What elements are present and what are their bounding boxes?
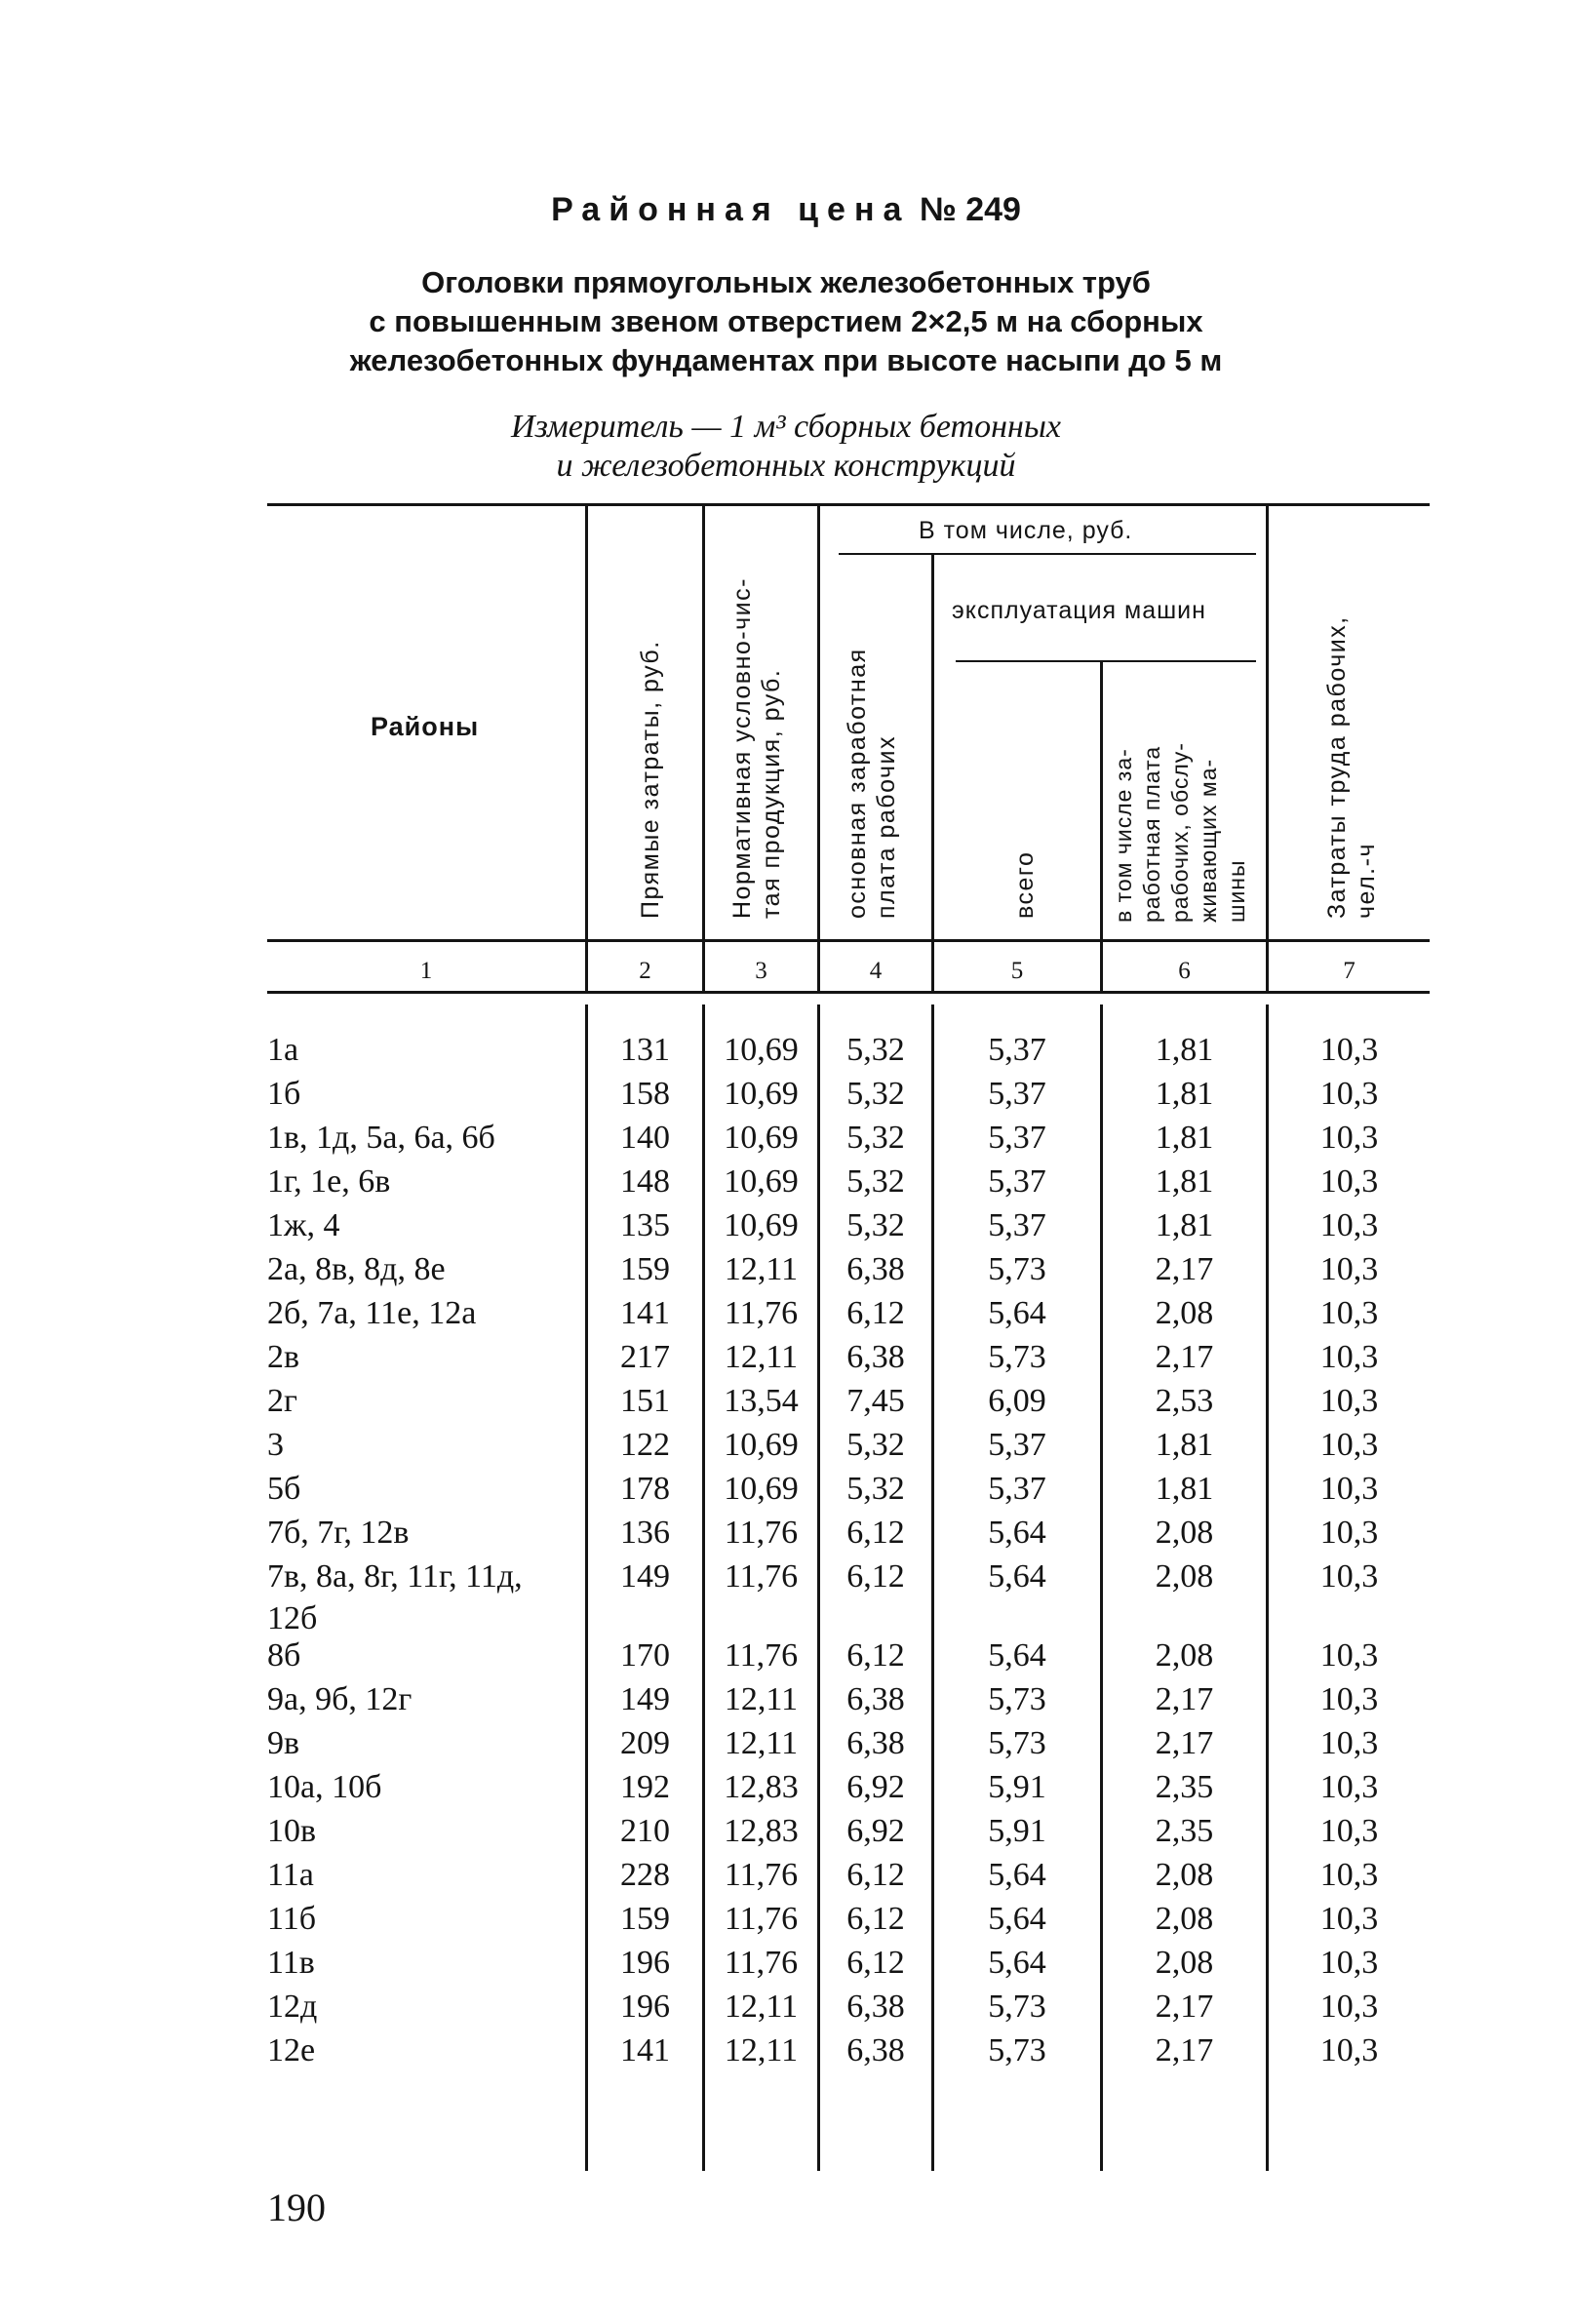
region-cell: 5б (267, 1471, 301, 1507)
table-cell: 10,3 (1319, 1383, 1379, 1419)
table-cell: 217 (620, 1339, 670, 1375)
table-cell: 10,3 (1319, 1207, 1379, 1243)
table-cell: 11,76 (724, 1901, 799, 1937)
table-cell: 10,69 (724, 1032, 799, 1068)
table-cell: 210 (620, 1813, 670, 1849)
table-cell: 136 (620, 1515, 670, 1551)
header-normative: Нормативная условно-чис- тая продукция, руб. (728, 577, 785, 919)
header-rule-including (839, 553, 1256, 555)
header-direct-costs: Прямые затраты, руб. (637, 640, 664, 919)
table-cell: 6,38 (846, 1989, 905, 2025)
table-cell: 5,73 (988, 1339, 1046, 1375)
table-cell: 1,81 (1155, 1163, 1214, 1200)
table-cell: 1,81 (1155, 1471, 1214, 1507)
region-cell: 1ж, 4 (267, 1207, 340, 1243)
table-cell: 5,64 (988, 1515, 1046, 1551)
measure-unit (0, 408, 1572, 486)
table-cell: 2,17 (1155, 1725, 1214, 1761)
table-cell: 5,91 (988, 1769, 1046, 1805)
table-cell: 10,3 (1319, 1427, 1379, 1463)
page-number: 190 (267, 2186, 326, 2229)
header-machine-total: всего (1011, 850, 1039, 919)
table-cell: 149 (620, 1558, 670, 1595)
header-divider (585, 505, 588, 991)
table-cell: 5,32 (846, 1207, 905, 1243)
table-cell: 7,45 (846, 1383, 905, 1419)
table-cell: 10,69 (724, 1427, 799, 1463)
table-cell: 141 (620, 2032, 670, 2068)
table-cell: 5,91 (988, 1813, 1046, 1849)
region-cell: 1а (267, 1032, 299, 1068)
table-cell: 159 (620, 1901, 670, 1937)
region-cell: 10в (267, 1813, 317, 1849)
table-cell: 5,32 (846, 1427, 905, 1463)
table-cell: 12,11 (724, 1339, 799, 1375)
table-cell: 12,11 (724, 1681, 799, 1717)
header-divider (702, 505, 705, 991)
table-cell: 228 (620, 1857, 670, 1893)
table-cell: 6,38 (846, 1725, 905, 1761)
region-cell: 9а, 9б, 12г (267, 1681, 413, 1717)
column-number: 7 (1343, 958, 1356, 984)
table-cell: 2,17 (1155, 1251, 1214, 1287)
table-cell: 6,38 (846, 2032, 905, 2068)
table-cell: 6,12 (846, 1515, 905, 1551)
table-cell: 10,69 (724, 1471, 799, 1507)
region-cell: 3 (267, 1427, 284, 1463)
table-cell: 5,64 (988, 1637, 1046, 1674)
table-cell: 10,3 (1319, 1076, 1379, 1112)
page-title (0, 191, 1572, 229)
table-cell: 10,3 (1319, 1515, 1379, 1551)
table-cell: 5,37 (988, 1427, 1046, 1463)
table-cell: 159 (620, 1251, 670, 1287)
table-cell: 5,37 (988, 1076, 1046, 1112)
column-number: 1 (419, 958, 433, 984)
table-cell: 5,37 (988, 1120, 1046, 1156)
table-cell: 10,69 (724, 1120, 799, 1156)
table-cell: 2,08 (1155, 1857, 1214, 1893)
table-cell: 5,37 (988, 1032, 1046, 1068)
table-cell: 122 (620, 1427, 670, 1463)
table-cell: 5,64 (988, 1857, 1046, 1893)
header-divider (1100, 662, 1103, 991)
header-regions: Районы (371, 712, 480, 741)
table-cell: 2,35 (1155, 1769, 1214, 1805)
title-prefix: Районная цена (551, 191, 911, 228)
table-cell: 10,3 (1319, 1989, 1379, 2025)
table-cell: 5,32 (846, 1076, 905, 1112)
table-cell: 10,3 (1319, 1471, 1379, 1507)
table-cell: 10,69 (724, 1076, 799, 1112)
column-number: 6 (1178, 958, 1191, 984)
region-cell: 11в (267, 1945, 315, 1981)
region-cell: 7в, 8а, 8г, 11г, 11д, (267, 1558, 523, 1595)
table-cell: 5,73 (988, 1989, 1046, 2025)
table-cell: 135 (620, 1207, 670, 1243)
table-cell: 2,08 (1155, 1515, 1214, 1551)
table-cell: 5,73 (988, 1725, 1046, 1761)
table-cell: 1,81 (1155, 1427, 1214, 1463)
column-number: 5 (1010, 958, 1024, 984)
table-cell: 10,3 (1319, 1637, 1379, 1674)
header-machine-ops: эксплуатация машин (952, 597, 1206, 624)
header-including: В том числе, руб. (919, 517, 1133, 544)
header-divider (1266, 505, 1269, 991)
table-cell: 11,76 (724, 1857, 799, 1893)
subtitle-line: Оголовки прямоугольных железобетонных труб (421, 265, 1151, 299)
region-cell: 11б (267, 1901, 317, 1937)
table-cell: 1,81 (1155, 1120, 1214, 1156)
table-cell: 5,32 (846, 1471, 905, 1507)
table-cell: 6,12 (846, 1558, 905, 1595)
table-cell: 5,64 (988, 1901, 1046, 1937)
region-cell: 12д (267, 1989, 318, 2025)
header-divider (931, 555, 934, 991)
region-cell: 1б (267, 1076, 301, 1112)
header-divider (817, 505, 820, 991)
table-cell: 2,17 (1155, 1989, 1214, 2025)
table-cell: 10,69 (724, 1207, 799, 1243)
table-cell: 10,3 (1319, 1339, 1379, 1375)
table-cell: 5,32 (846, 1163, 905, 1200)
table-cell: 2,17 (1155, 1681, 1214, 1717)
subtitle-line: с повышенным звеном отверстием 2×2,5 м на сборных (369, 304, 1203, 338)
table-cell: 2,08 (1155, 1558, 1214, 1595)
table-cell: 6,09 (988, 1383, 1046, 1419)
table-cell: 5,73 (988, 2032, 1046, 2068)
table-cell: 6,12 (846, 1857, 905, 1893)
header-rule-machines (956, 660, 1256, 662)
region-cell: 2б, 7а, 11е, 12а (267, 1295, 477, 1331)
column-number: 3 (755, 958, 767, 984)
table-cell: 10,3 (1319, 1725, 1379, 1761)
table-cell: 10,3 (1319, 2032, 1379, 2068)
title-number: № 249 (919, 191, 1021, 228)
table-cell: 11,76 (724, 1945, 799, 1981)
table-cell: 151 (620, 1383, 670, 1419)
measure-line: и железобетонных конструкций (556, 448, 1016, 484)
table-cell: 2,08 (1155, 1637, 1214, 1674)
table-cell: 6,92 (846, 1813, 905, 1849)
table-cell: 10,3 (1319, 1295, 1379, 1331)
table-cell: 131 (620, 1032, 670, 1068)
table-cell: 209 (620, 1725, 670, 1761)
table-cell: 6,12 (846, 1901, 905, 1937)
table-cell: 10,3 (1319, 1945, 1379, 1981)
table-cell: 5,32 (846, 1032, 905, 1068)
table-cell: 10,3 (1319, 1769, 1379, 1805)
table-cell: 170 (620, 1637, 670, 1674)
table-cell: 12,11 (724, 2032, 799, 2068)
table-cell: 6,12 (846, 1945, 905, 1981)
table-cell: 6,38 (846, 1681, 905, 1717)
table-cell: 12,11 (724, 1989, 799, 2025)
table-cell: 6,38 (846, 1251, 905, 1287)
table-cell: 12,11 (724, 1725, 799, 1761)
table-cell: 12,83 (724, 1769, 799, 1805)
table-cell: 5,32 (846, 1120, 905, 1156)
measure-line: Измеритель — 1 м³ сборных бетонных (511, 409, 1061, 445)
table-top-rule (267, 503, 1430, 506)
table-cell: 5,73 (988, 1251, 1046, 1287)
table-cell: 5,37 (988, 1163, 1046, 1200)
table-cell: 140 (620, 1120, 670, 1156)
region-cell: 1в, 1д, 5а, 6а, 6б (267, 1120, 495, 1156)
subtitle-line: железобетонных фундаментах при высоте насыпи до 5 м (349, 343, 1223, 377)
column-number: 4 (869, 958, 883, 984)
region-cell: 12е (267, 2032, 316, 2068)
table-cell: 2,08 (1155, 1901, 1214, 1937)
header-machine-wage: в том числе за- работная плата рабочих, обслу- живающих ма- шины (1111, 742, 1249, 923)
table-cell: 196 (620, 1945, 670, 1981)
region-cell: 1г, 1е, 6в (267, 1163, 391, 1200)
table-cell: 11,76 (724, 1295, 799, 1331)
table-cell: 192 (620, 1769, 670, 1805)
header-labor: Затраты труда рабочих, чел.-ч (1323, 615, 1380, 919)
region-cell: 11а (267, 1857, 314, 1893)
table-cell: 10,3 (1319, 1558, 1379, 1595)
table-cell: 5,37 (988, 1207, 1046, 1243)
region-cell: 2а, 8в, 8д, 8е (267, 1251, 446, 1287)
table-cell: 10,3 (1319, 1032, 1379, 1068)
table-cell: 6,92 (846, 1769, 905, 1805)
table-cell: 13,54 (724, 1383, 799, 1419)
table-cell: 6,12 (846, 1295, 905, 1331)
region-cell: 8б (267, 1637, 301, 1674)
header-base-wage: основная заработная плата рабочих (844, 648, 900, 919)
header-bottom-rule (267, 939, 1430, 942)
table-cell: 5,64 (988, 1945, 1046, 1981)
table-cell: 178 (620, 1471, 670, 1507)
table-cell: 12,83 (724, 1813, 799, 1849)
table-cell: 2,08 (1155, 1295, 1214, 1331)
table-cell: 11,76 (724, 1558, 799, 1595)
table-cell: 1,81 (1155, 1207, 1214, 1243)
region-cell: 7б, 7г, 12в (267, 1515, 410, 1551)
region-cell: 9в (267, 1725, 300, 1761)
table-cell: 158 (620, 1076, 670, 1112)
colnum-bottom-rule (267, 991, 1430, 994)
table-cell: 148 (620, 1163, 670, 1200)
table-cell: 11,76 (724, 1637, 799, 1674)
table-cell: 10,3 (1319, 1857, 1379, 1893)
table-cell: 5,37 (988, 1471, 1046, 1507)
region-cell: 2в (267, 1339, 300, 1375)
table-cell: 11,76 (724, 1515, 799, 1551)
region-cell: 12б (267, 1600, 318, 1636)
table-cell: 2,17 (1155, 2032, 1214, 2068)
region-cell: 10а, 10б (267, 1769, 382, 1805)
table-cell: 2,08 (1155, 1945, 1214, 1981)
table-cell: 12,11 (724, 1251, 799, 1287)
table-cell: 10,3 (1319, 1251, 1379, 1287)
table-cell: 141 (620, 1295, 670, 1331)
table-cell: 5,73 (988, 1681, 1046, 1717)
table-cell: 10,3 (1319, 1681, 1379, 1717)
table-cell: 6,12 (846, 1637, 905, 1674)
table-cell: 10,3 (1319, 1163, 1379, 1200)
table-cell: 1,81 (1155, 1032, 1214, 1068)
table-cell: 10,69 (724, 1163, 799, 1200)
table-cell: 10,3 (1319, 1120, 1379, 1156)
table-cell: 2,53 (1155, 1383, 1214, 1419)
table-cell: 2,35 (1155, 1813, 1214, 1849)
table-cell: 196 (620, 1989, 670, 2025)
table-cell: 10,3 (1319, 1901, 1379, 1937)
table-cell: 6,38 (846, 1339, 905, 1375)
region-cell: 2г (267, 1383, 297, 1419)
subtitle (0, 263, 1572, 380)
table-cell: 10,3 (1319, 1813, 1379, 1849)
table-cell: 5,64 (988, 1558, 1046, 1595)
table-cell: 5,64 (988, 1295, 1046, 1331)
column-number: 2 (639, 958, 651, 984)
table-cell: 149 (620, 1681, 670, 1717)
table-cell: 1,81 (1155, 1076, 1214, 1112)
table-cell: 2,17 (1155, 1339, 1214, 1375)
